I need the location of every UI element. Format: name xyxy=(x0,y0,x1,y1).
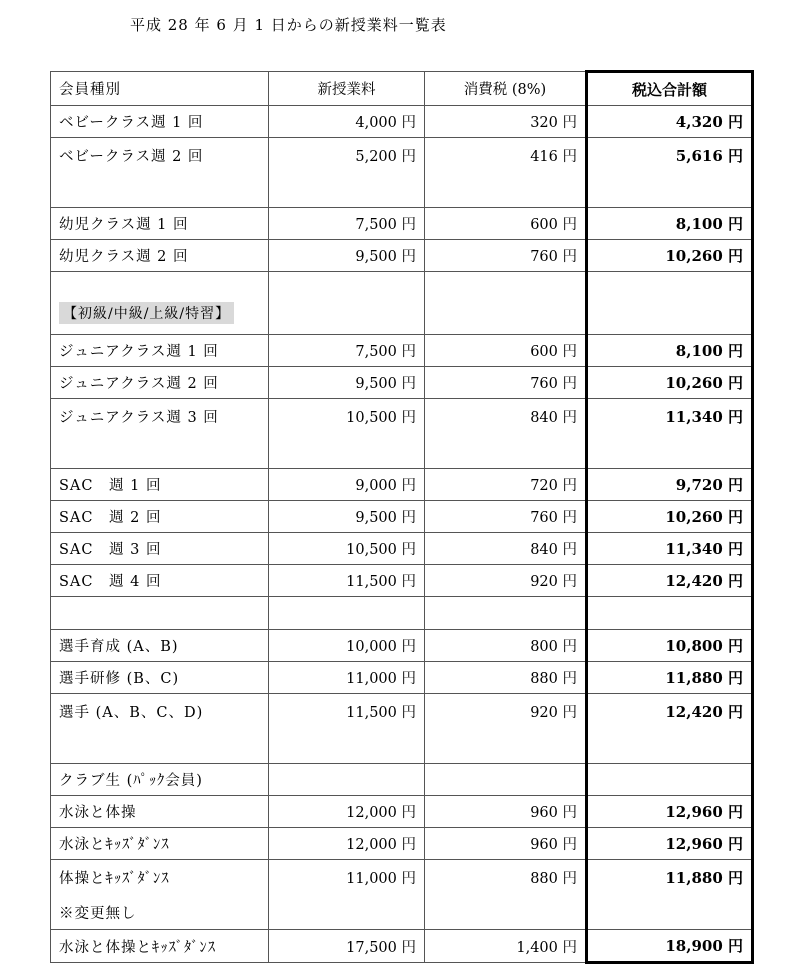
fee-cell: 10,500 円 xyxy=(269,399,425,469)
club-section-label: クラブ生 (ﾊﾟｯｸ会員) xyxy=(51,764,269,796)
tax-cell: 840 円 xyxy=(425,399,587,469)
total-cell: 10,800 円 xyxy=(587,630,753,662)
header-tax: 消費税 (8%) xyxy=(425,72,587,106)
level-badge: 【初級/中級/上級/特習】 xyxy=(59,302,234,324)
tax-cell: 1,400 円 xyxy=(425,930,587,963)
tax-cell: 760 円 xyxy=(425,367,587,399)
table-row xyxy=(51,630,753,662)
total-cell: 8,100 円 xyxy=(587,335,753,367)
total-cell: 12,960 円 xyxy=(587,828,753,860)
fee-cell: 7,500 円 xyxy=(269,335,425,367)
total-cell: 4,320 円 xyxy=(587,106,753,138)
fee-cell: 9,000 円 xyxy=(269,469,425,501)
total-cell: 10,260 円 xyxy=(587,501,753,533)
table-row xyxy=(51,469,753,501)
member-type-cell: SAC 週 2 回 xyxy=(51,501,269,533)
member-type-cell: 水泳とｷｯｽﾞﾀﾞﾝｽ xyxy=(51,828,269,860)
member-type-cell: 幼児クラス週 2 回 xyxy=(51,240,269,272)
tax-cell: 320 円 xyxy=(425,106,587,138)
fee-cell: 11,500 円 xyxy=(269,565,425,597)
header-total: 税込合計額 xyxy=(587,72,753,106)
spacer-row xyxy=(51,597,753,630)
fee-cell: 12,000 円 xyxy=(269,796,425,828)
member-type-cell: 幼児クラス週 1 回 xyxy=(51,208,269,240)
no-change-note: ※変更無し xyxy=(59,906,137,922)
member-type-cell: SAC 週 1 回 xyxy=(51,469,269,501)
tax-cell: 920 円 xyxy=(425,565,587,597)
fee-cell: 10,500 円 xyxy=(269,533,425,565)
tax-cell: 880 円 xyxy=(425,662,587,694)
table-row xyxy=(51,565,753,597)
table-row xyxy=(51,399,753,469)
total-cell: 11,880 円 xyxy=(587,662,753,694)
member-type-cell: 水泳と体操 xyxy=(51,796,269,828)
member-type-cell: 選手育成 (A、B) xyxy=(51,630,269,662)
table-row xyxy=(51,796,753,828)
member-type-cell: SAC 週 4 回 xyxy=(51,565,269,597)
tax-cell: 880 円 xyxy=(425,860,587,930)
fee-cell: 4,000 円 xyxy=(269,106,425,138)
total-cell: 12,420 円 xyxy=(587,694,753,764)
table-row xyxy=(51,533,753,565)
total-cell: 10,260 円 xyxy=(587,367,753,399)
total-cell: 18,900 円 xyxy=(587,930,753,963)
fee-cell: 9,500 円 xyxy=(269,240,425,272)
tax-cell: 760 円 xyxy=(425,501,587,533)
fee-cell: 10,000 円 xyxy=(269,630,425,662)
fee-cell: 5,200 円 xyxy=(269,138,425,208)
tax-cell: 416 円 xyxy=(425,138,587,208)
tax-cell: 720 円 xyxy=(425,469,587,501)
total-cell: 9,720 円 xyxy=(587,469,753,501)
member-type-cell: 選手 (A、B、C、D) xyxy=(51,694,269,764)
table-row xyxy=(51,335,753,367)
section-header-row xyxy=(51,764,753,796)
member-type-cell: 水泳と体操とｷｯｽﾞﾀﾞﾝｽ xyxy=(51,930,269,963)
header-member-type: 会員種別 xyxy=(51,72,269,106)
total-cell: 11,340 円 xyxy=(587,399,753,469)
section-header-row xyxy=(51,272,753,335)
tax-cell: 960 円 xyxy=(425,796,587,828)
member-type-cell: ジュニアクラス週 3 回 xyxy=(51,399,269,469)
total-cell: 10,260 円 xyxy=(587,240,753,272)
tax-cell: 600 円 xyxy=(425,208,587,240)
table-row xyxy=(51,694,753,764)
table-row xyxy=(51,860,753,930)
tax-cell: 960 円 xyxy=(425,828,587,860)
member-type-cell: SAC 週 3 回 xyxy=(51,533,269,565)
member-type-cell: ジュニアクラス週 1 回 xyxy=(51,335,269,367)
table-row xyxy=(51,828,753,860)
tax-cell: 800 円 xyxy=(425,630,587,662)
table-row xyxy=(51,106,753,138)
table-row xyxy=(51,138,753,208)
total-cell: 5,616 円 xyxy=(587,138,753,208)
member-type-cell: ベビークラス週 1 回 xyxy=(51,106,269,138)
fee-table xyxy=(50,70,754,964)
fee-cell: 17,500 円 xyxy=(269,930,425,963)
member-type-cell: ジュニアクラス週 2 回 xyxy=(51,367,269,399)
fee-cell: 7,500 円 xyxy=(269,208,425,240)
page-title: 平成 28 年 6 月 1 日からの新授業料一覧表 xyxy=(130,16,447,34)
tax-cell: 840 円 xyxy=(425,533,587,565)
header-new-fee: 新授業料 xyxy=(269,72,425,106)
fee-cell: 12,000 円 xyxy=(269,828,425,860)
table-row xyxy=(51,240,753,272)
total-cell: 11,880 円 xyxy=(587,860,753,930)
total-cell: 11,340 円 xyxy=(587,533,753,565)
tax-cell: 600 円 xyxy=(425,335,587,367)
member-type-cell: ベビークラス週 2 回 xyxy=(51,138,269,208)
table-row xyxy=(51,662,753,694)
total-cell: 12,420 円 xyxy=(587,565,753,597)
total-cell: 12,960 円 xyxy=(587,796,753,828)
fee-cell: 11,500 円 xyxy=(269,694,425,764)
table-header-row xyxy=(51,72,753,106)
total-cell: 8,100 円 xyxy=(587,208,753,240)
table-row xyxy=(51,367,753,399)
fee-cell: 9,500 円 xyxy=(269,367,425,399)
table-row xyxy=(51,208,753,240)
fee-cell: 11,000 円 xyxy=(269,860,425,930)
member-type-cell: 選手研修 (B、C) xyxy=(51,662,269,694)
fee-cell: 9,500 円 xyxy=(269,501,425,533)
tax-cell: 920 円 xyxy=(425,694,587,764)
table-row xyxy=(51,501,753,533)
fee-cell: 11,000 円 xyxy=(269,662,425,694)
tax-cell: 760 円 xyxy=(425,240,587,272)
member-type-cell: 体操とｷｯｽﾞﾀﾞﾝｽ xyxy=(59,871,170,887)
